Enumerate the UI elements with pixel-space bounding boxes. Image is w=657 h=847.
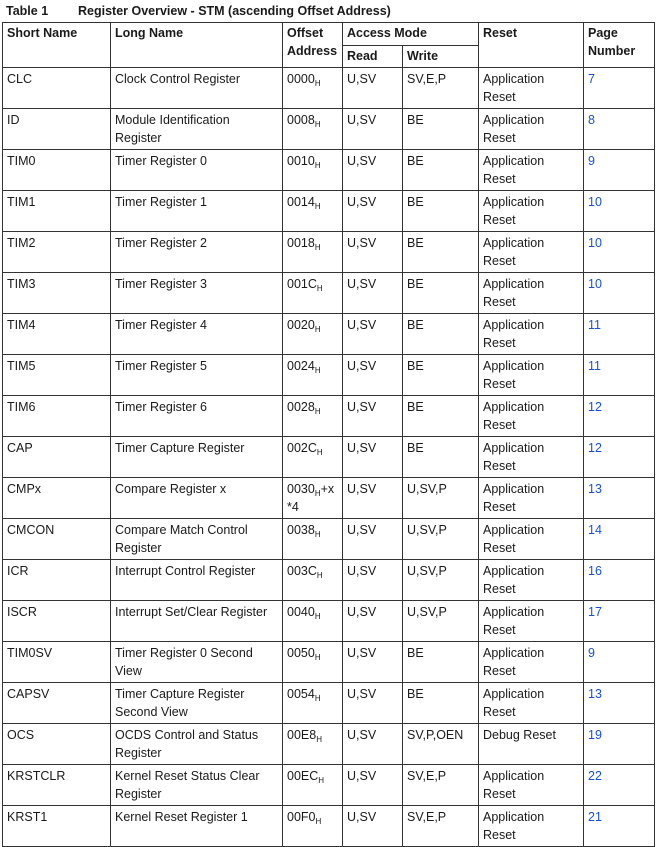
- cell-long-name: Interrupt Control Register: [111, 560, 283, 601]
- cell-offset-address: [283, 806, 343, 847]
- cell-offset-address: [283, 560, 343, 601]
- hex-suffix: H: [314, 79, 321, 88]
- cell-write: BE: [403, 109, 479, 150]
- cell-long-name: Module Identification Register: [111, 109, 283, 150]
- hex-suffix: H: [314, 612, 321, 621]
- cell-short-name: CAPSV: [3, 683, 111, 724]
- cell-write: U,SV,P: [403, 478, 479, 519]
- hex-suffix: H: [315, 817, 322, 826]
- cell-offset-address: [283, 355, 343, 396]
- cell-reset: Application Reset: [479, 519, 584, 560]
- offset-value: 00F0: [287, 810, 316, 824]
- cell-long-name: Timer Register 3: [111, 273, 283, 314]
- cell-offset-address: [283, 765, 343, 806]
- cell-read: U,SV: [343, 437, 403, 478]
- cell-page-number: [584, 109, 655, 150]
- cell-long-name: Timer Register 6: [111, 396, 283, 437]
- page-link[interactable]: 16: [588, 564, 602, 578]
- cell-long-name: Interrupt Set/Clear Register: [111, 601, 283, 642]
- cell-write: SV,E,P: [403, 765, 479, 806]
- cell-long-name: Kernel Reset Register 1: [111, 806, 283, 847]
- cell-short-name: KRSTCLR: [3, 765, 111, 806]
- offset-value: 003C: [287, 564, 317, 578]
- cell-write: U,SV,P: [403, 601, 479, 642]
- table-row: [3, 150, 655, 191]
- cell-page-number: [584, 396, 655, 437]
- hex-suffix: H: [314, 653, 321, 662]
- cell-reset: Application Reset: [479, 806, 584, 847]
- page-link[interactable]: 13: [588, 482, 602, 496]
- hex-suffix: H: [314, 366, 321, 375]
- page-link[interactable]: 17: [588, 605, 602, 619]
- cell-page-number: [584, 232, 655, 273]
- cell-long-name: Kernel Reset Status Clear Register: [111, 765, 283, 806]
- cell-long-name: Clock Control Register: [111, 68, 283, 109]
- page-link[interactable]: 11: [588, 318, 601, 332]
- cell-write: BE: [403, 314, 479, 355]
- cell-reset: Application Reset: [479, 437, 584, 478]
- offset-value: 0014: [287, 195, 315, 209]
- cell-offset-address: [283, 150, 343, 191]
- cell-reset: Application Reset: [479, 560, 584, 601]
- cell-read: U,SV: [343, 68, 403, 109]
- cell-write: BE: [403, 191, 479, 232]
- table-row: [3, 519, 655, 560]
- cell-write: SV,E,P: [403, 68, 479, 109]
- cell-reset: Application Reset: [479, 683, 584, 724]
- header-short-name: Short Name: [3, 23, 111, 68]
- page-link[interactable]: 14: [588, 523, 602, 537]
- cell-offset-address: [283, 601, 343, 642]
- cell-short-name: TIM2: [3, 232, 111, 273]
- header-offset-address: Offset Address: [283, 23, 343, 68]
- offset-value: 0020: [287, 318, 315, 332]
- cell-offset-address: [283, 519, 343, 560]
- page-link[interactable]: 12: [588, 441, 602, 455]
- offset-extra: +x *4: [287, 482, 335, 514]
- cell-page-number: [584, 601, 655, 642]
- cell-short-name: TIM6: [3, 396, 111, 437]
- cell-page-number: [584, 642, 655, 683]
- offset-value: 00E8: [287, 728, 317, 742]
- offset-value: 0000: [287, 72, 315, 86]
- cell-page-number: [584, 560, 655, 601]
- cell-long-name: Timer Register 0 Second View: [111, 642, 283, 683]
- cell-page-number: [584, 68, 655, 109]
- cell-read: U,SV: [343, 150, 403, 191]
- cell-short-name: ID: [3, 109, 111, 150]
- cell-short-name: TIM4: [3, 314, 111, 355]
- cell-read: U,SV: [343, 109, 403, 150]
- cell-read: U,SV: [343, 560, 403, 601]
- cell-read: U,SV: [343, 314, 403, 355]
- cell-short-name: KRST1: [3, 806, 111, 847]
- cell-long-name: Timer Register 5: [111, 355, 283, 396]
- cell-write: BE: [403, 232, 479, 273]
- cell-page-number: [584, 724, 655, 765]
- page-link[interactable]: 10: [588, 277, 602, 291]
- hex-suffix: H: [314, 325, 321, 334]
- cell-write: BE: [403, 642, 479, 683]
- cell-long-name: Timer Register 1: [111, 191, 283, 232]
- table-row: [3, 109, 655, 150]
- cell-offset-address: [283, 68, 343, 109]
- table-row: [3, 478, 655, 519]
- cell-write: BE: [403, 437, 479, 478]
- page-link[interactable]: 8: [588, 113, 595, 127]
- hex-suffix: H: [314, 120, 321, 129]
- cell-read: U,SV: [343, 519, 403, 560]
- offset-value: 0040: [287, 605, 315, 619]
- header-page-number: Page Number: [584, 23, 655, 68]
- cell-page-number: [584, 478, 655, 519]
- cell-short-name: TIM1: [3, 191, 111, 232]
- cell-offset-address: [283, 109, 343, 150]
- table-row: [3, 560, 655, 601]
- offset-value: 0010: [287, 154, 315, 168]
- cell-short-name: TIM0: [3, 150, 111, 191]
- table-body: [3, 68, 655, 847]
- offset-value: 0050: [287, 646, 315, 660]
- cell-write: SV,P,OEN: [403, 724, 479, 765]
- cell-short-name: CMCON: [3, 519, 111, 560]
- cell-read: U,SV: [343, 478, 403, 519]
- page-link[interactable]: 10: [588, 195, 602, 209]
- page-link[interactable]: 22: [588, 769, 602, 783]
- table-row: [3, 68, 655, 109]
- cell-reset: Application Reset: [479, 68, 584, 109]
- cell-offset-address: [283, 314, 343, 355]
- hex-suffix: H: [314, 243, 321, 252]
- cell-read: U,SV: [343, 273, 403, 314]
- hex-suffix: H: [316, 735, 322, 744]
- table-row: [3, 396, 655, 437]
- cell-write: BE: [403, 396, 479, 437]
- cell-offset-address: [283, 437, 343, 478]
- header-long-name: Long Name: [111, 23, 283, 68]
- page-link[interactable]: 9: [588, 154, 595, 168]
- offset-value: 0018: [287, 236, 315, 250]
- cell-reset: Application Reset: [479, 191, 584, 232]
- cell-read: U,SV: [343, 232, 403, 273]
- cell-reset: Application Reset: [479, 150, 584, 191]
- cell-offset-address: [283, 724, 343, 765]
- cell-reset: Application Reset: [479, 232, 584, 273]
- cell-read: U,SV: [343, 765, 403, 806]
- table-row: [3, 437, 655, 478]
- page-link[interactable]: 9: [588, 646, 595, 660]
- cell-long-name: Timer Register 0: [111, 150, 283, 191]
- cell-page-number: [584, 683, 655, 724]
- cell-long-name: OCDS Control and Status Register: [111, 724, 283, 765]
- header-write: Write: [403, 46, 479, 68]
- cell-short-name: OCS: [3, 724, 111, 765]
- cell-short-name: CAP: [3, 437, 111, 478]
- cell-long-name: Compare Match Control Register: [111, 519, 283, 560]
- offset-value: 0038: [287, 523, 315, 537]
- cell-page-number: [584, 191, 655, 232]
- cell-short-name: ICR: [3, 560, 111, 601]
- cell-read: U,SV: [343, 806, 403, 847]
- table-row: [3, 191, 655, 232]
- cell-page-number: [584, 765, 655, 806]
- cell-offset-address: [283, 642, 343, 683]
- cell-read: U,SV: [343, 355, 403, 396]
- table-row: [3, 273, 655, 314]
- cell-reset: Application Reset: [479, 273, 584, 314]
- table-header: [3, 23, 655, 68]
- hex-suffix: H: [314, 694, 321, 703]
- page-link[interactable]: 7: [588, 72, 595, 86]
- header-row: [3, 23, 655, 46]
- table-row: [3, 601, 655, 642]
- cell-offset-address: [283, 273, 343, 314]
- cell-reset: Application Reset: [479, 765, 584, 806]
- cell-write: SV,E,P: [403, 806, 479, 847]
- cell-reset: Application Reset: [479, 396, 584, 437]
- cell-offset-address: [283, 232, 343, 273]
- cell-offset-address: [283, 396, 343, 437]
- page-link[interactable]: 13: [588, 687, 602, 701]
- page-link[interactable]: 19: [588, 728, 602, 742]
- cell-page-number: [584, 150, 655, 191]
- cell-read: U,SV: [343, 724, 403, 765]
- cell-long-name: Timer Register 2: [111, 232, 283, 273]
- cell-write: U,SV,P: [403, 519, 479, 560]
- cell-offset-address: [283, 683, 343, 724]
- cell-read: U,SV: [343, 191, 403, 232]
- offset-value: 0024: [287, 359, 315, 373]
- offset-value: 0028: [287, 400, 315, 414]
- cell-long-name: Timer Capture Register: [111, 437, 283, 478]
- cell-short-name: TIM3: [3, 273, 111, 314]
- table-row: [3, 314, 655, 355]
- cell-reset: Application Reset: [479, 601, 584, 642]
- hex-suffix: H: [314, 202, 321, 211]
- cell-read: U,SV: [343, 683, 403, 724]
- cell-reset: Application Reset: [479, 109, 584, 150]
- hex-suffix: H: [316, 448, 323, 457]
- table-row: [3, 724, 655, 765]
- table-number: Table 1: [6, 4, 49, 18]
- cell-short-name: TIM5: [3, 355, 111, 396]
- hex-suffix: H: [316, 571, 323, 580]
- cell-short-name: CMPx: [3, 478, 111, 519]
- table-caption: [6, 4, 391, 22]
- cell-long-name: Timer Capture Register Second View: [111, 683, 283, 724]
- page-link[interactable]: 21: [588, 810, 602, 824]
- cell-page-number: [584, 273, 655, 314]
- cell-page-number: [584, 437, 655, 478]
- table-row: [3, 232, 655, 273]
- page-link[interactable]: 10: [588, 236, 602, 250]
- cell-page-number: [584, 314, 655, 355]
- table-title: Register Overview - STM (ascending Offset Address): [78, 4, 391, 18]
- cell-long-name: Compare Register x: [111, 478, 283, 519]
- offset-value: 0054: [287, 687, 315, 701]
- hex-suffix: H: [314, 530, 321, 539]
- cell-reset: Application Reset: [479, 478, 584, 519]
- cell-reset: Application Reset: [479, 642, 584, 683]
- table-row: [3, 806, 655, 847]
- cell-offset-address: [283, 191, 343, 232]
- table-row: [3, 642, 655, 683]
- cell-write: BE: [403, 683, 479, 724]
- offset-value: 0030: [287, 482, 315, 496]
- header-reset: Reset: [479, 23, 584, 68]
- offset-value: 0008: [287, 113, 315, 127]
- cell-write: U,SV,P: [403, 560, 479, 601]
- header-read: Read: [343, 46, 403, 68]
- hex-suffix: H: [314, 161, 321, 170]
- cell-page-number: [584, 355, 655, 396]
- cell-page-number: [584, 806, 655, 847]
- cell-reset: Application Reset: [479, 355, 584, 396]
- cell-read: U,SV: [343, 396, 403, 437]
- cell-write: BE: [403, 150, 479, 191]
- header-access-mode: Access Mode: [343, 23, 479, 46]
- cell-short-name: TIM0SV: [3, 642, 111, 683]
- hex-suffix: H: [318, 776, 325, 785]
- cell-offset-address: [283, 478, 343, 519]
- cell-reset: Debug Reset: [479, 724, 584, 765]
- offset-value: 00EC: [287, 769, 319, 783]
- offset-value: 001C: [287, 277, 317, 291]
- register-overview-table: [2, 22, 655, 847]
- cell-reset: Application Reset: [479, 314, 584, 355]
- table-row: [3, 355, 655, 396]
- cell-read: U,SV: [343, 642, 403, 683]
- page-link[interactable]: 12: [588, 400, 602, 414]
- cell-write: BE: [403, 273, 479, 314]
- cell-short-name: ISCR: [3, 601, 111, 642]
- cell-page-number: [584, 519, 655, 560]
- cell-long-name: Timer Register 4: [111, 314, 283, 355]
- cell-write: BE: [403, 355, 479, 396]
- cell-short-name: CLC: [3, 68, 111, 109]
- offset-value: 002C: [287, 441, 317, 455]
- hex-suffix: H: [314, 407, 321, 416]
- hex-suffix: H: [316, 284, 323, 293]
- page-link[interactable]: 11: [588, 359, 601, 373]
- table-row: [3, 765, 655, 806]
- hex-suffix: H: [314, 489, 321, 498]
- table-row: [3, 683, 655, 724]
- cell-read: U,SV: [343, 601, 403, 642]
